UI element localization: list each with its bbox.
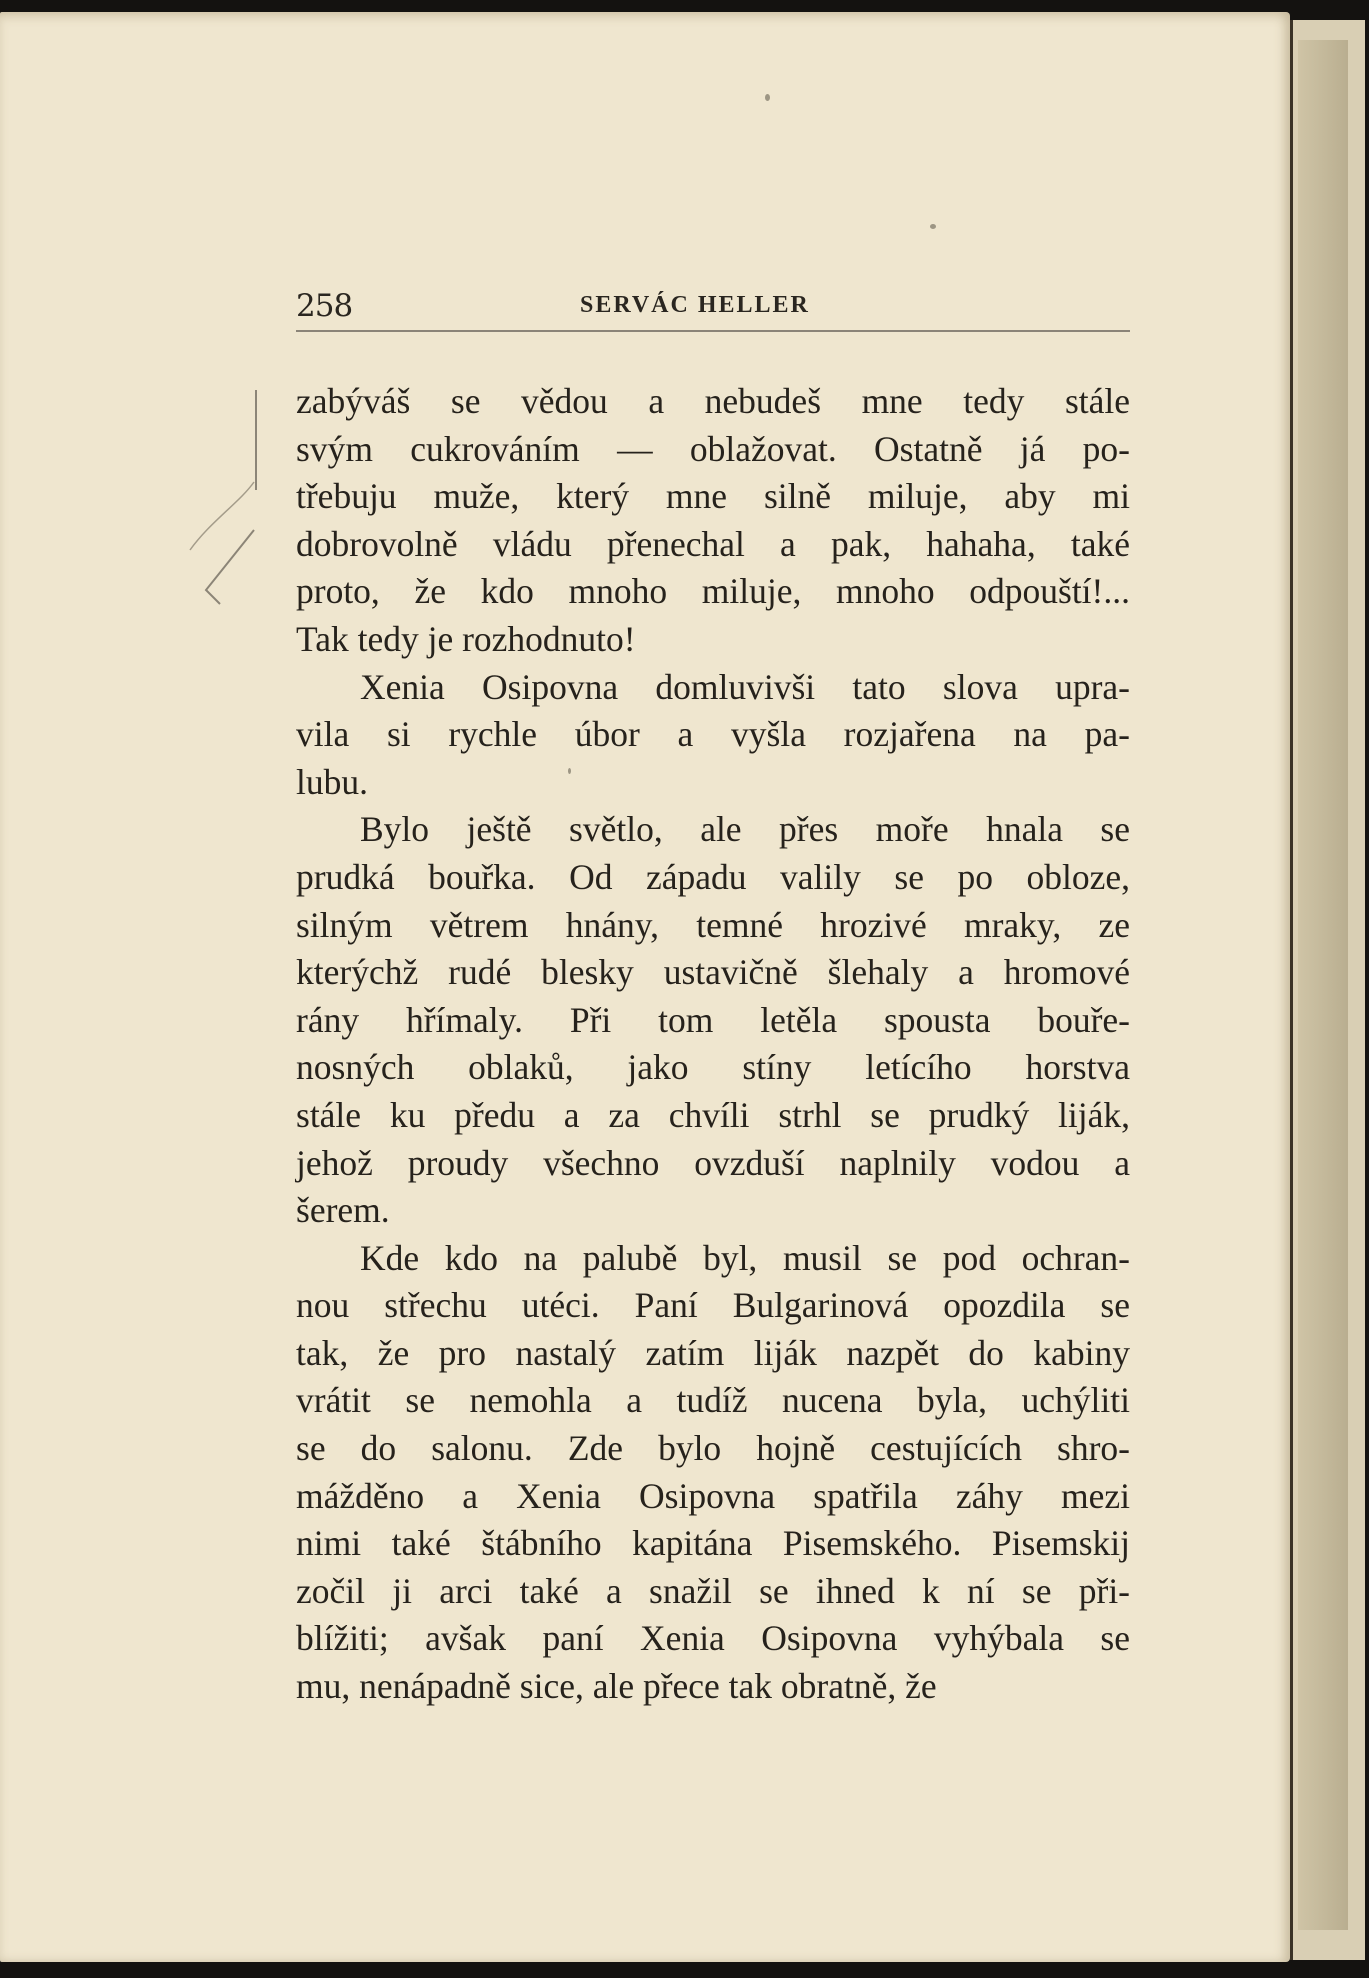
- text-line: lubu.: [296, 761, 368, 802]
- text-line: Xenia Osipovna domluvivši tato slova upra-: [360, 666, 1130, 707]
- text-line: jehož proudy všechno ovzduší naplnily vodou a: [296, 1142, 1130, 1183]
- text-line: šerem.: [296, 1190, 390, 1231]
- paragraph: [296, 806, 1130, 1234]
- text-line: prudká bouřka. Od západu valily se po obloze,: [296, 856, 1130, 897]
- paragraph: [296, 1235, 1130, 1711]
- text-line: Bylo ještě světlo, ale přes moře hnala se: [360, 809, 1130, 850]
- text-line: nimi také štábního kapitána Pisemského. Pisemskij: [296, 1523, 1130, 1564]
- text-line: se do salonu. Zde bylo hojně cestujících shro-: [296, 1428, 1130, 1469]
- text-line: svým cukrováním — oblažovat. Ostatně já po-: [296, 428, 1130, 469]
- paper-speck: [765, 94, 770, 101]
- paper-speck: [930, 224, 936, 229]
- text-line: Kde kdo na palubě byl, musil se pod ochran-: [360, 1237, 1130, 1278]
- text-line: zočil ji arci také a snažil se ihned k ní se při-: [296, 1570, 1130, 1611]
- text-line: silným větrem hnány, temné hrozivé mraky, ze: [296, 904, 1130, 945]
- text-line: mu, nenápadně sice, ale přece tak obratně, že: [296, 1666, 937, 1707]
- text-line: rány hřímaly. Při tom letěla spousta bouře-: [296, 999, 1130, 1040]
- text-line: dobrovolně vládu přenechal a pak, hahaha, také: [296, 523, 1130, 564]
- text-line: kterýchž rudé blesky ustavičně šlehaly a hromové: [296, 952, 1130, 993]
- page-number: 258: [296, 288, 353, 324]
- text-line: vrátit se nemohla a tudíž nucena byla, uchýliti: [296, 1380, 1130, 1421]
- text-line: stále ku předu a za chvíli strhl se prudký liják,: [296, 1094, 1130, 1135]
- text-line: třebuju muže, který mne silně miluje, aby mi: [296, 476, 1130, 517]
- page-edge-shading: [1298, 40, 1348, 1930]
- paragraph: [296, 378, 1130, 664]
- text-line: proto, že kdo mnoho miluje, mnoho odpouští!...: [296, 571, 1130, 612]
- page-header: [296, 278, 1130, 332]
- text-line: vila si rychle úbor a vyšla rozjařena na pa-: [296, 714, 1130, 755]
- margin-pencil-mark: [170, 382, 280, 642]
- text-line: nosných oblaků, jako stíny letícího horstva: [296, 1047, 1130, 1088]
- text-line: blížiti; avšak paní Xenia Osipovna vyhýbala se: [296, 1618, 1130, 1659]
- text-line: mážděno a Xenia Osipovna spatřila záhy mezi: [296, 1475, 1130, 1516]
- text-line: Tak tedy je rozhodnuto!: [296, 618, 636, 659]
- running-title: SERVÁC HELLER: [580, 292, 810, 318]
- paragraph: [296, 664, 1130, 807]
- text-line: nou střechu utéci. Paní Bulgarinová opozdila se: [296, 1285, 1130, 1326]
- body-text: [296, 378, 1130, 1711]
- text-line: zabýváš se vědou a nebudeš mne tedy stále: [296, 381, 1130, 421]
- text-line: tak, že pro nastalý zatím liják nazpět do kabiny: [296, 1332, 1130, 1373]
